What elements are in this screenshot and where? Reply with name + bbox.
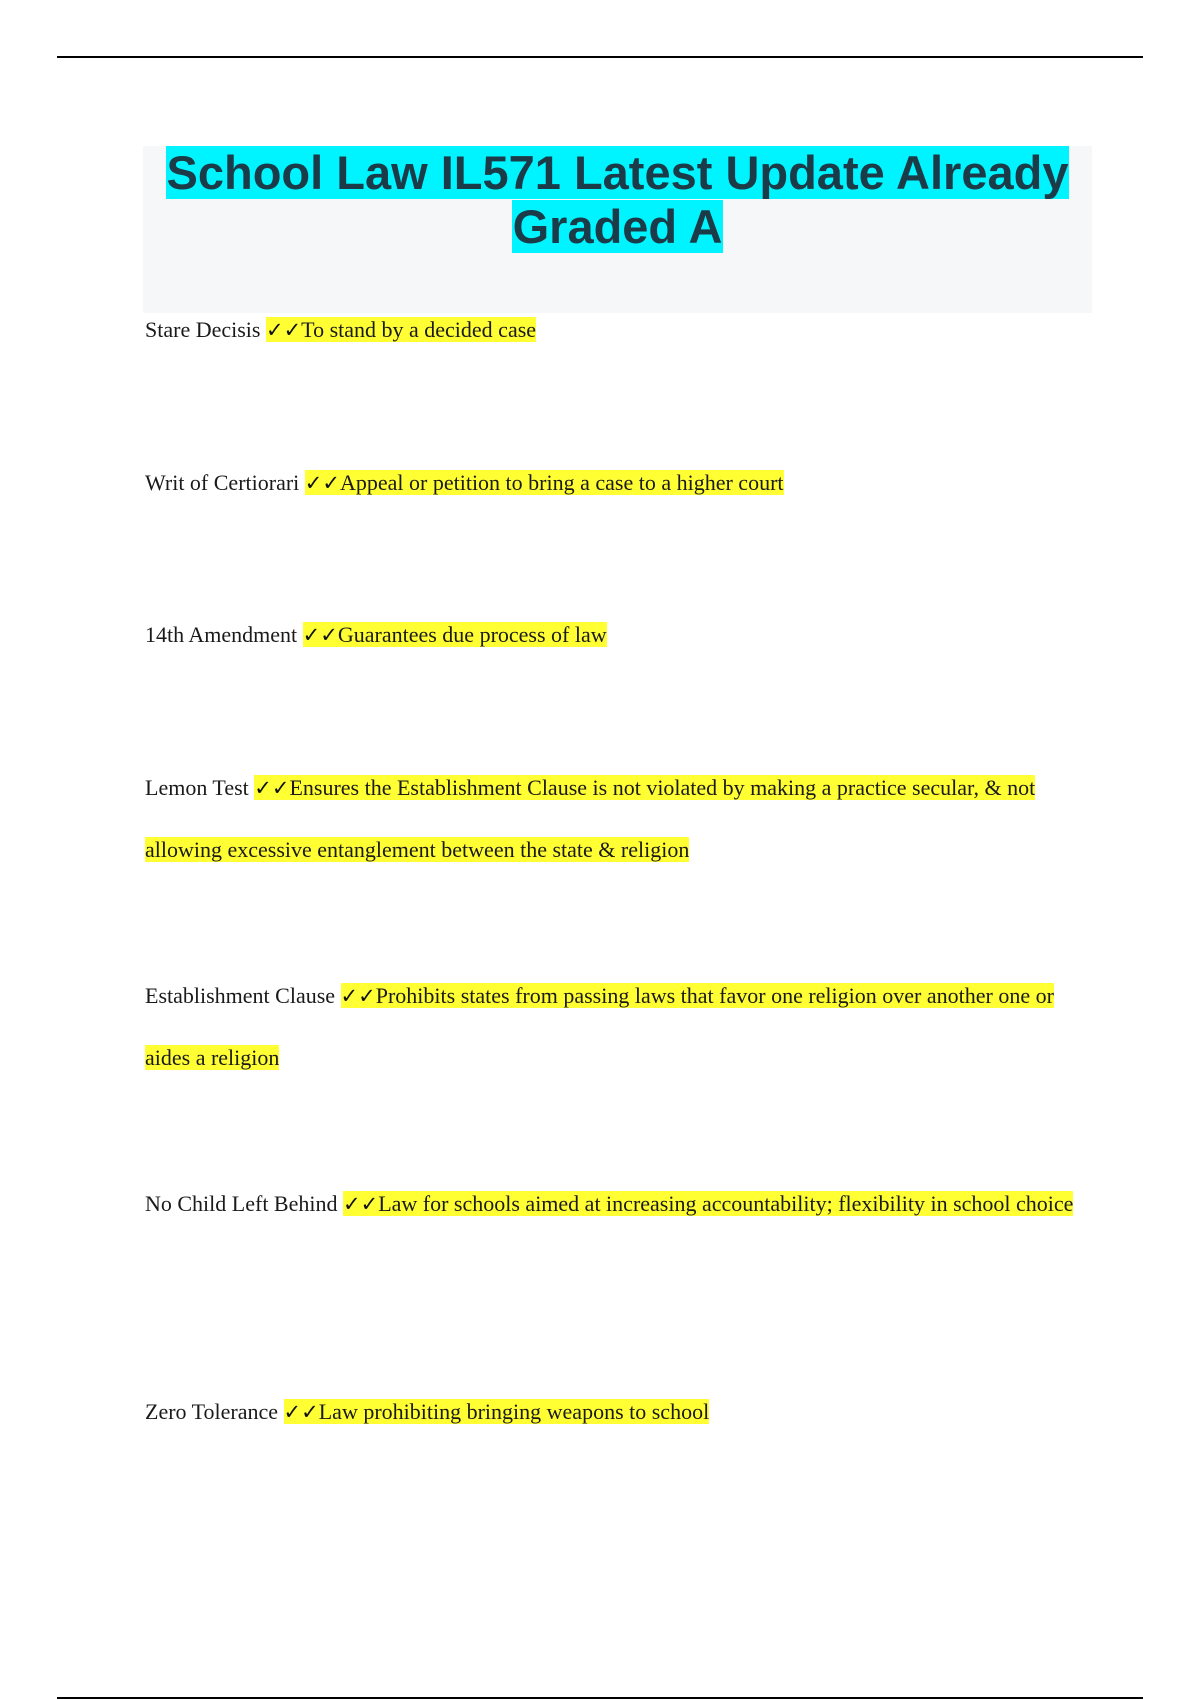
entry-term: Lemon Test <box>145 775 249 800</box>
top-rule <box>57 56 1143 58</box>
check-icon: ✓✓ <box>340 984 376 1008</box>
entry-definition: Ensures the Establishment Clause is not violated by making a practice secular, & not allowing excessive entanglement between the state & religion <box>145 775 1036 862</box>
entry-stare-decisis <box>145 299 1085 361</box>
entry-writ-of-certiorari <box>145 452 1085 514</box>
entry-zero-tolerance <box>145 1381 1085 1443</box>
entry-term: Writ of Certiorari <box>145 470 300 495</box>
check-icon: ✓✓ <box>304 471 340 495</box>
check-icon: ✓✓ <box>254 776 290 800</box>
entry-term: Establishment Clause <box>145 983 336 1008</box>
entry-establishment-clause <box>145 965 1085 1088</box>
entry-term: Stare Decisis <box>145 317 261 342</box>
check-icon: ✓✓ <box>265 318 302 342</box>
document-title: School Law IL571 Latest Update Already Graded A <box>166 146 1069 253</box>
entry-definition: Prohibits states from passing laws that favor one religion over another one or aides a religion <box>145 983 1054 1070</box>
entry-term: 14th Amendment <box>145 622 298 647</box>
entry-term: No Child Left Behind <box>145 1191 338 1216</box>
check-icon: ✓✓ <box>342 1192 379 1216</box>
entry-14th-amendment <box>145 604 1085 666</box>
title-block <box>143 146 1092 313</box>
entry-lemon-test <box>145 757 1085 880</box>
entry-term: Zero Tolerance <box>145 1399 279 1424</box>
bottom-rule <box>57 1697 1143 1699</box>
entry-definition: To stand by a decided case <box>301 317 537 342</box>
entry-no-child-left-behind <box>145 1173 1085 1235</box>
check-icon: ✓✓ <box>302 623 338 647</box>
entry-definition: Law for schools aimed at increasing accountability; flexibility in school choice <box>378 1191 1074 1216</box>
entry-definition: Guarantees due process of law <box>337 622 607 647</box>
entry-definition: Law prohibiting bringing weapons to school <box>318 1399 710 1424</box>
check-icon: ✓✓ <box>283 1400 319 1424</box>
entry-definition: Appeal or petition to bring a case to a higher court <box>339 470 784 495</box>
